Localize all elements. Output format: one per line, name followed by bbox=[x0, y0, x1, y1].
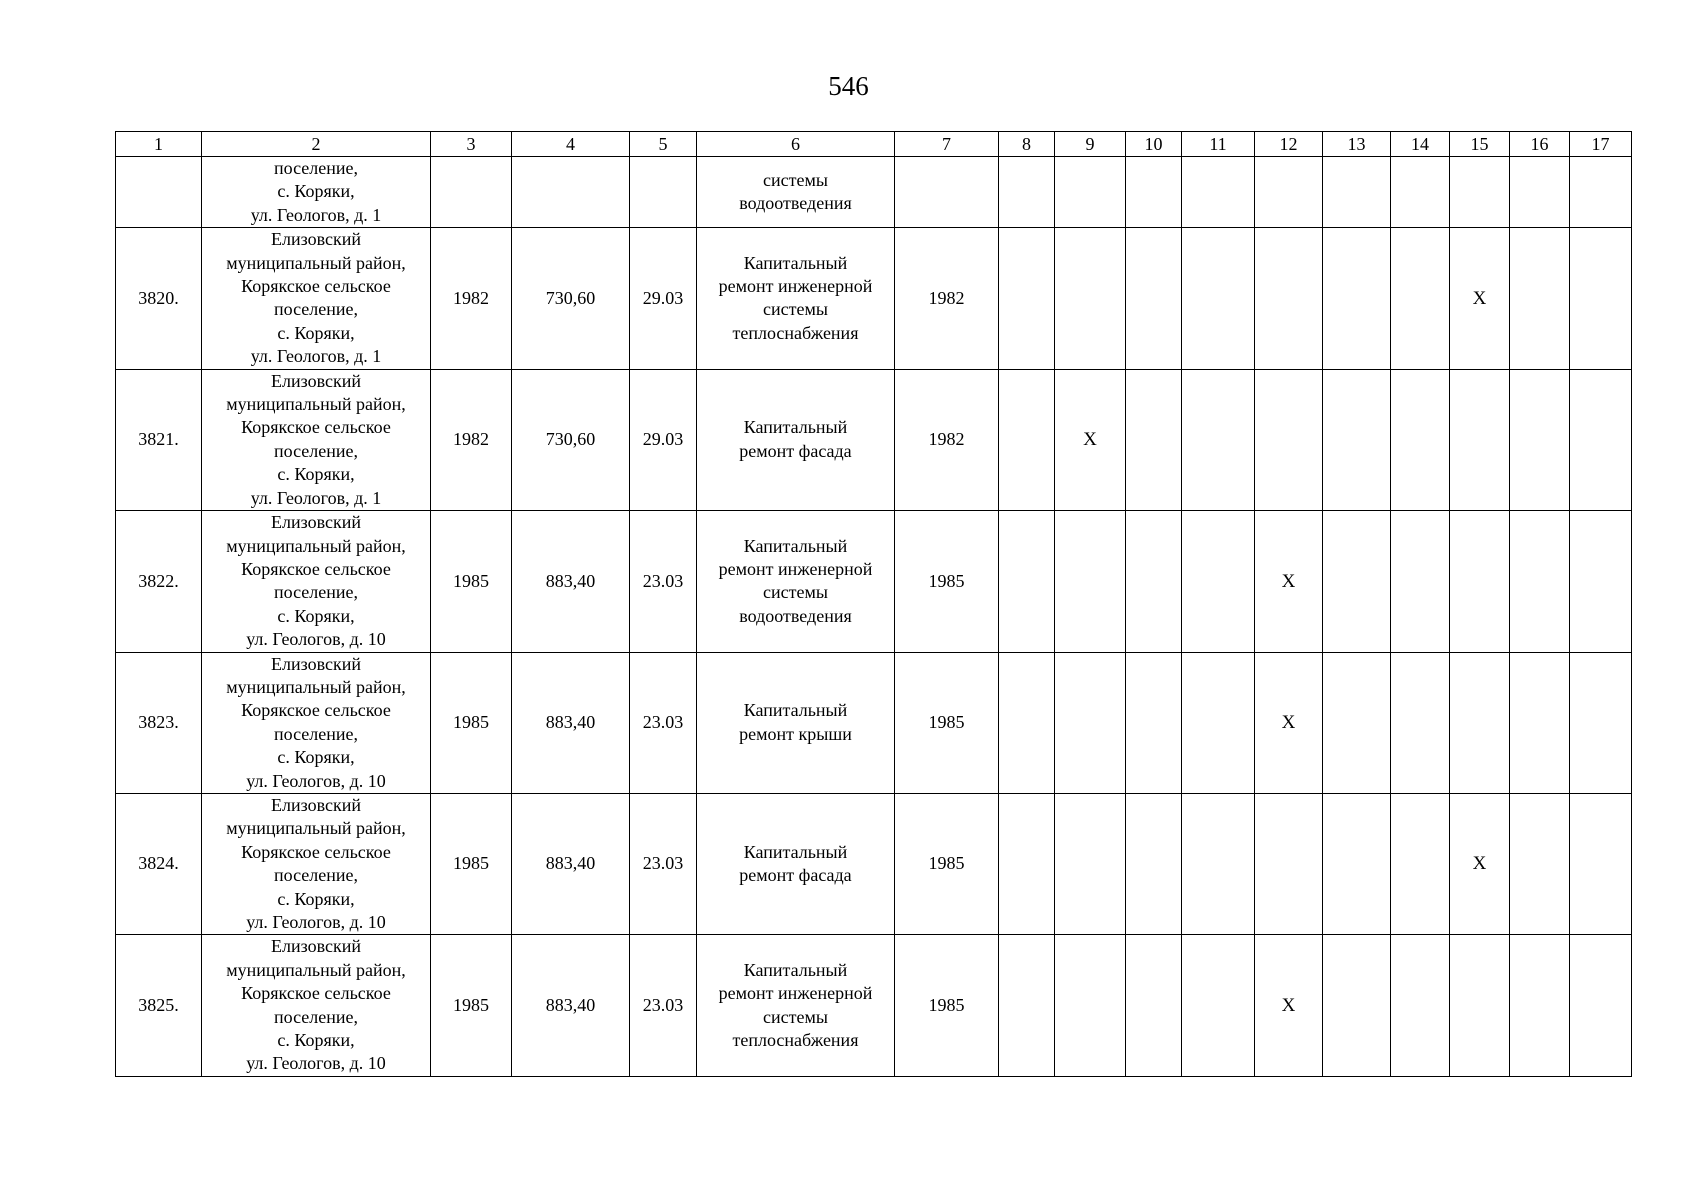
address-line: ул. Геологов, д. 10 bbox=[246, 1053, 386, 1074]
col7-cell: 1985 bbox=[895, 935, 999, 1076]
mark-cell bbox=[999, 157, 1055, 228]
mark-cell bbox=[1450, 652, 1510, 793]
work-type-cell bbox=[697, 369, 895, 510]
address-cell bbox=[202, 511, 431, 652]
area-cell: 883,40 bbox=[512, 511, 630, 652]
address-line: ул. Геологов, д. 1 bbox=[250, 346, 382, 367]
column-header: 7 bbox=[895, 132, 999, 157]
work-line: ремонт инженерной bbox=[718, 983, 873, 1004]
table-body bbox=[116, 132, 1632, 1077]
mark-cell bbox=[1323, 935, 1391, 1076]
address-line: поселение, bbox=[273, 299, 358, 320]
address-line: Корякское сельское bbox=[241, 558, 391, 579]
col7-cell: 1985 bbox=[895, 511, 999, 652]
area-cell bbox=[512, 157, 630, 228]
address-line: Елизовский bbox=[270, 370, 361, 391]
address-line: с. Коряки, bbox=[277, 888, 355, 909]
address-line: Елизовский bbox=[270, 512, 361, 533]
mark-cell bbox=[1450, 369, 1510, 510]
address-line: поселение, bbox=[273, 158, 358, 178]
mark-cell bbox=[1570, 652, 1632, 793]
column-header: 16 bbox=[1510, 132, 1570, 157]
table-row bbox=[116, 511, 1632, 652]
mark-cell bbox=[1450, 935, 1510, 1076]
mark-cell bbox=[1510, 157, 1570, 228]
column-header: 1 bbox=[116, 132, 202, 157]
work-line: системы bbox=[763, 299, 828, 320]
mark-cell bbox=[1391, 652, 1450, 793]
year-cell: 1985 bbox=[431, 652, 512, 793]
col5-cell: 23.03 bbox=[630, 793, 697, 934]
mark-cell bbox=[1126, 935, 1182, 1076]
mark-cell bbox=[1255, 157, 1323, 228]
area-cell: 883,40 bbox=[512, 652, 630, 793]
address-cell bbox=[202, 157, 431, 228]
mark-cell bbox=[1126, 652, 1182, 793]
mark-cell bbox=[1391, 511, 1450, 652]
address-cell bbox=[202, 935, 431, 1076]
column-number-row bbox=[116, 132, 1632, 157]
mark-cell: X bbox=[1055, 369, 1126, 510]
mark-cell bbox=[1323, 511, 1391, 652]
col5-cell: 29.03 bbox=[630, 369, 697, 510]
work-line: теплоснабжения bbox=[732, 322, 859, 343]
mark-cell bbox=[999, 793, 1055, 934]
address-line: поселение, bbox=[273, 582, 358, 603]
address-line: муниципальный район, bbox=[226, 818, 406, 839]
mark-cell bbox=[1323, 369, 1391, 510]
mark-cell bbox=[1570, 935, 1632, 1076]
mark-cell bbox=[1182, 793, 1255, 934]
work-type-cell bbox=[697, 935, 895, 1076]
address-line: Елизовский bbox=[270, 653, 361, 674]
column-header: 4 bbox=[512, 132, 630, 157]
address-cell bbox=[202, 652, 431, 793]
mark-cell bbox=[1391, 793, 1450, 934]
address-line: муниципальный район, bbox=[226, 394, 406, 415]
mark-cell bbox=[1391, 157, 1450, 228]
work-line: Капитальный bbox=[743, 700, 848, 721]
mark-cell bbox=[1323, 157, 1391, 228]
mark-cell bbox=[1126, 157, 1182, 228]
address-line: Корякское сельское bbox=[241, 700, 391, 721]
column-header: 12 bbox=[1255, 132, 1323, 157]
column-header: 3 bbox=[431, 132, 512, 157]
work-line: теплоснабжения bbox=[732, 1030, 859, 1051]
address-line: с. Коряки, bbox=[277, 1030, 355, 1051]
address-line: Корякское сельское bbox=[241, 983, 391, 1004]
mark-cell bbox=[1510, 369, 1570, 510]
mark-cell bbox=[1323, 793, 1391, 934]
mark-cell: X bbox=[1450, 793, 1510, 934]
address-line: ул. Геологов, д. 1 bbox=[250, 487, 382, 508]
work-line: водоотведения bbox=[739, 193, 852, 214]
work-line: системы bbox=[763, 169, 828, 190]
column-header: 8 bbox=[999, 132, 1055, 157]
area-cell: 730,60 bbox=[512, 228, 630, 369]
mark-cell bbox=[1055, 228, 1126, 369]
area-cell: 883,40 bbox=[512, 935, 630, 1076]
work-line: системы bbox=[763, 1006, 828, 1027]
repair-register-table bbox=[115, 131, 1632, 1077]
mark-cell bbox=[1182, 157, 1255, 228]
mark-cell bbox=[1323, 652, 1391, 793]
column-header: 5 bbox=[630, 132, 697, 157]
address-cell bbox=[202, 228, 431, 369]
column-header: 17 bbox=[1570, 132, 1632, 157]
address-line: муниципальный район, bbox=[226, 959, 406, 980]
mark-cell bbox=[1391, 228, 1450, 369]
address-line: муниципальный район, bbox=[226, 676, 406, 697]
address-line: Елизовский bbox=[270, 229, 361, 250]
work-line: ремонт инженерной bbox=[718, 558, 873, 579]
mark-cell bbox=[1055, 935, 1126, 1076]
page-number: 546 bbox=[828, 71, 869, 101]
work-line: Капитальный bbox=[743, 959, 848, 980]
address-cell bbox=[202, 793, 431, 934]
col5-cell: 23.03 bbox=[630, 652, 697, 793]
column-header: 10 bbox=[1126, 132, 1182, 157]
work-type-cell bbox=[697, 157, 895, 228]
table-row bbox=[116, 228, 1632, 369]
mark-cell bbox=[1126, 228, 1182, 369]
mark-cell bbox=[1510, 652, 1570, 793]
mark-cell bbox=[999, 369, 1055, 510]
address-line: муниципальный район, bbox=[226, 252, 406, 273]
mark-cell bbox=[1450, 157, 1510, 228]
col5-cell: 23.03 bbox=[630, 511, 697, 652]
address-line: Корякское сельское bbox=[241, 276, 391, 297]
mark-cell bbox=[1255, 793, 1323, 934]
record-number-cell: 3823. bbox=[116, 652, 202, 793]
work-type-cell bbox=[697, 228, 895, 369]
address-line: муниципальный район, bbox=[226, 535, 406, 556]
work-line: системы bbox=[763, 582, 828, 603]
column-header: 11 bbox=[1182, 132, 1255, 157]
mark-cell bbox=[1255, 228, 1323, 369]
year-cell: 1982 bbox=[431, 228, 512, 369]
col7-cell: 1982 bbox=[895, 228, 999, 369]
continuation-row bbox=[116, 157, 1632, 228]
mark-cell bbox=[1570, 511, 1632, 652]
column-header: 6 bbox=[697, 132, 895, 157]
mark-cell: X bbox=[1255, 935, 1323, 1076]
col7-cell: 1985 bbox=[895, 793, 999, 934]
year-cell: 1985 bbox=[431, 935, 512, 1076]
column-header: 9 bbox=[1055, 132, 1126, 157]
mark-cell bbox=[1182, 935, 1255, 1076]
mark-cell bbox=[1126, 369, 1182, 510]
address-line: ул. Геологов, д. 10 bbox=[246, 912, 386, 932]
record-number-cell: 3821. bbox=[116, 369, 202, 510]
address-line: поселение, bbox=[273, 723, 358, 744]
table-row bbox=[116, 793, 1632, 934]
area-cell: 883,40 bbox=[512, 793, 630, 934]
address-line: ул. Геологов, д. 10 bbox=[246, 629, 386, 650]
year-cell: 1985 bbox=[431, 793, 512, 934]
mark-cell bbox=[999, 935, 1055, 1076]
work-line: Капитальный bbox=[743, 252, 848, 273]
mark-cell bbox=[1182, 511, 1255, 652]
number-cell bbox=[116, 157, 202, 228]
mark-cell bbox=[1570, 228, 1632, 369]
mark-cell bbox=[1391, 369, 1450, 510]
mark-cell: X bbox=[1255, 652, 1323, 793]
work-type-cell bbox=[697, 511, 895, 652]
mark-cell bbox=[1126, 793, 1182, 934]
address-line: с. Коряки, bbox=[277, 464, 355, 485]
mark-cell bbox=[1182, 228, 1255, 369]
mark-cell: X bbox=[1255, 511, 1323, 652]
work-line: ремонт фасада bbox=[739, 440, 852, 461]
table-row bbox=[116, 935, 1632, 1076]
mark-cell bbox=[1323, 228, 1391, 369]
work-line: водоотведения bbox=[739, 605, 852, 626]
mark-cell bbox=[1570, 793, 1632, 934]
year-cell: 1985 bbox=[431, 511, 512, 652]
address-line: поселение, bbox=[273, 440, 358, 461]
record-number-cell: 3825. bbox=[116, 935, 202, 1076]
mark-cell bbox=[1126, 511, 1182, 652]
table-row bbox=[116, 652, 1632, 793]
record-number-cell: 3822. bbox=[116, 511, 202, 652]
address-line: ул. Геологов, д. 1 bbox=[250, 204, 382, 225]
work-line: Капитальный bbox=[743, 841, 848, 862]
mark-cell bbox=[1510, 935, 1570, 1076]
mark-cell bbox=[1510, 511, 1570, 652]
mark-cell bbox=[1055, 511, 1126, 652]
work-line: ремонт фасада bbox=[739, 865, 852, 886]
address-line: с. Коряки, bbox=[277, 322, 355, 343]
address-line: с. Коряки, bbox=[277, 181, 355, 202]
address-line: Корякское сельское bbox=[241, 841, 391, 862]
address-line: Елизовский bbox=[270, 936, 361, 957]
mark-cell bbox=[1255, 369, 1323, 510]
col5-cell: 23.03 bbox=[630, 935, 697, 1076]
table-row bbox=[116, 369, 1632, 510]
mark-cell bbox=[1055, 652, 1126, 793]
mark-cell bbox=[999, 511, 1055, 652]
col5-cell: 29.03 bbox=[630, 228, 697, 369]
mark-cell bbox=[1182, 652, 1255, 793]
mark-cell bbox=[1570, 369, 1632, 510]
address-cell bbox=[202, 369, 431, 510]
mark-cell bbox=[1510, 228, 1570, 369]
mark-cell bbox=[1055, 157, 1126, 228]
work-line: ремонт инженерной bbox=[718, 276, 873, 297]
mark-cell bbox=[1182, 369, 1255, 510]
area-cell: 730,60 bbox=[512, 369, 630, 510]
column-header: 2 bbox=[202, 132, 431, 157]
year-cell bbox=[431, 157, 512, 228]
work-type-cell bbox=[697, 652, 895, 793]
work-type-cell bbox=[697, 793, 895, 934]
column-header: 13 bbox=[1323, 132, 1391, 157]
record-number-cell: 3820. bbox=[116, 228, 202, 369]
mark-cell bbox=[1450, 511, 1510, 652]
mark-cell: X bbox=[1450, 228, 1510, 369]
col7-cell: 1982 bbox=[895, 369, 999, 510]
address-line: с. Коряки, bbox=[277, 605, 355, 626]
mark-cell bbox=[1570, 157, 1632, 228]
record-number-cell: 3824. bbox=[116, 793, 202, 934]
mark-cell bbox=[999, 228, 1055, 369]
address-line: ул. Геологов, д. 10 bbox=[246, 770, 386, 791]
mark-cell bbox=[1055, 793, 1126, 934]
col5-cell bbox=[630, 157, 697, 228]
mark-cell bbox=[1391, 935, 1450, 1076]
year-cell: 1982 bbox=[431, 369, 512, 510]
address-line: поселение, bbox=[273, 1006, 358, 1027]
work-line: ремонт крыши bbox=[739, 723, 852, 744]
col7-cell: 1985 bbox=[895, 652, 999, 793]
address-line: поселение, bbox=[273, 865, 358, 886]
mark-cell bbox=[1510, 793, 1570, 934]
col7-cell bbox=[895, 157, 999, 228]
work-line: Капитальный bbox=[743, 417, 848, 438]
address-line: Елизовский bbox=[270, 794, 361, 815]
column-header: 15 bbox=[1450, 132, 1510, 157]
mark-cell bbox=[999, 652, 1055, 793]
work-line: Капитальный bbox=[743, 535, 848, 556]
address-line: с. Коряки, bbox=[277, 747, 355, 768]
column-header: 14 bbox=[1391, 132, 1450, 157]
address-line: Корякское сельское bbox=[241, 417, 391, 438]
